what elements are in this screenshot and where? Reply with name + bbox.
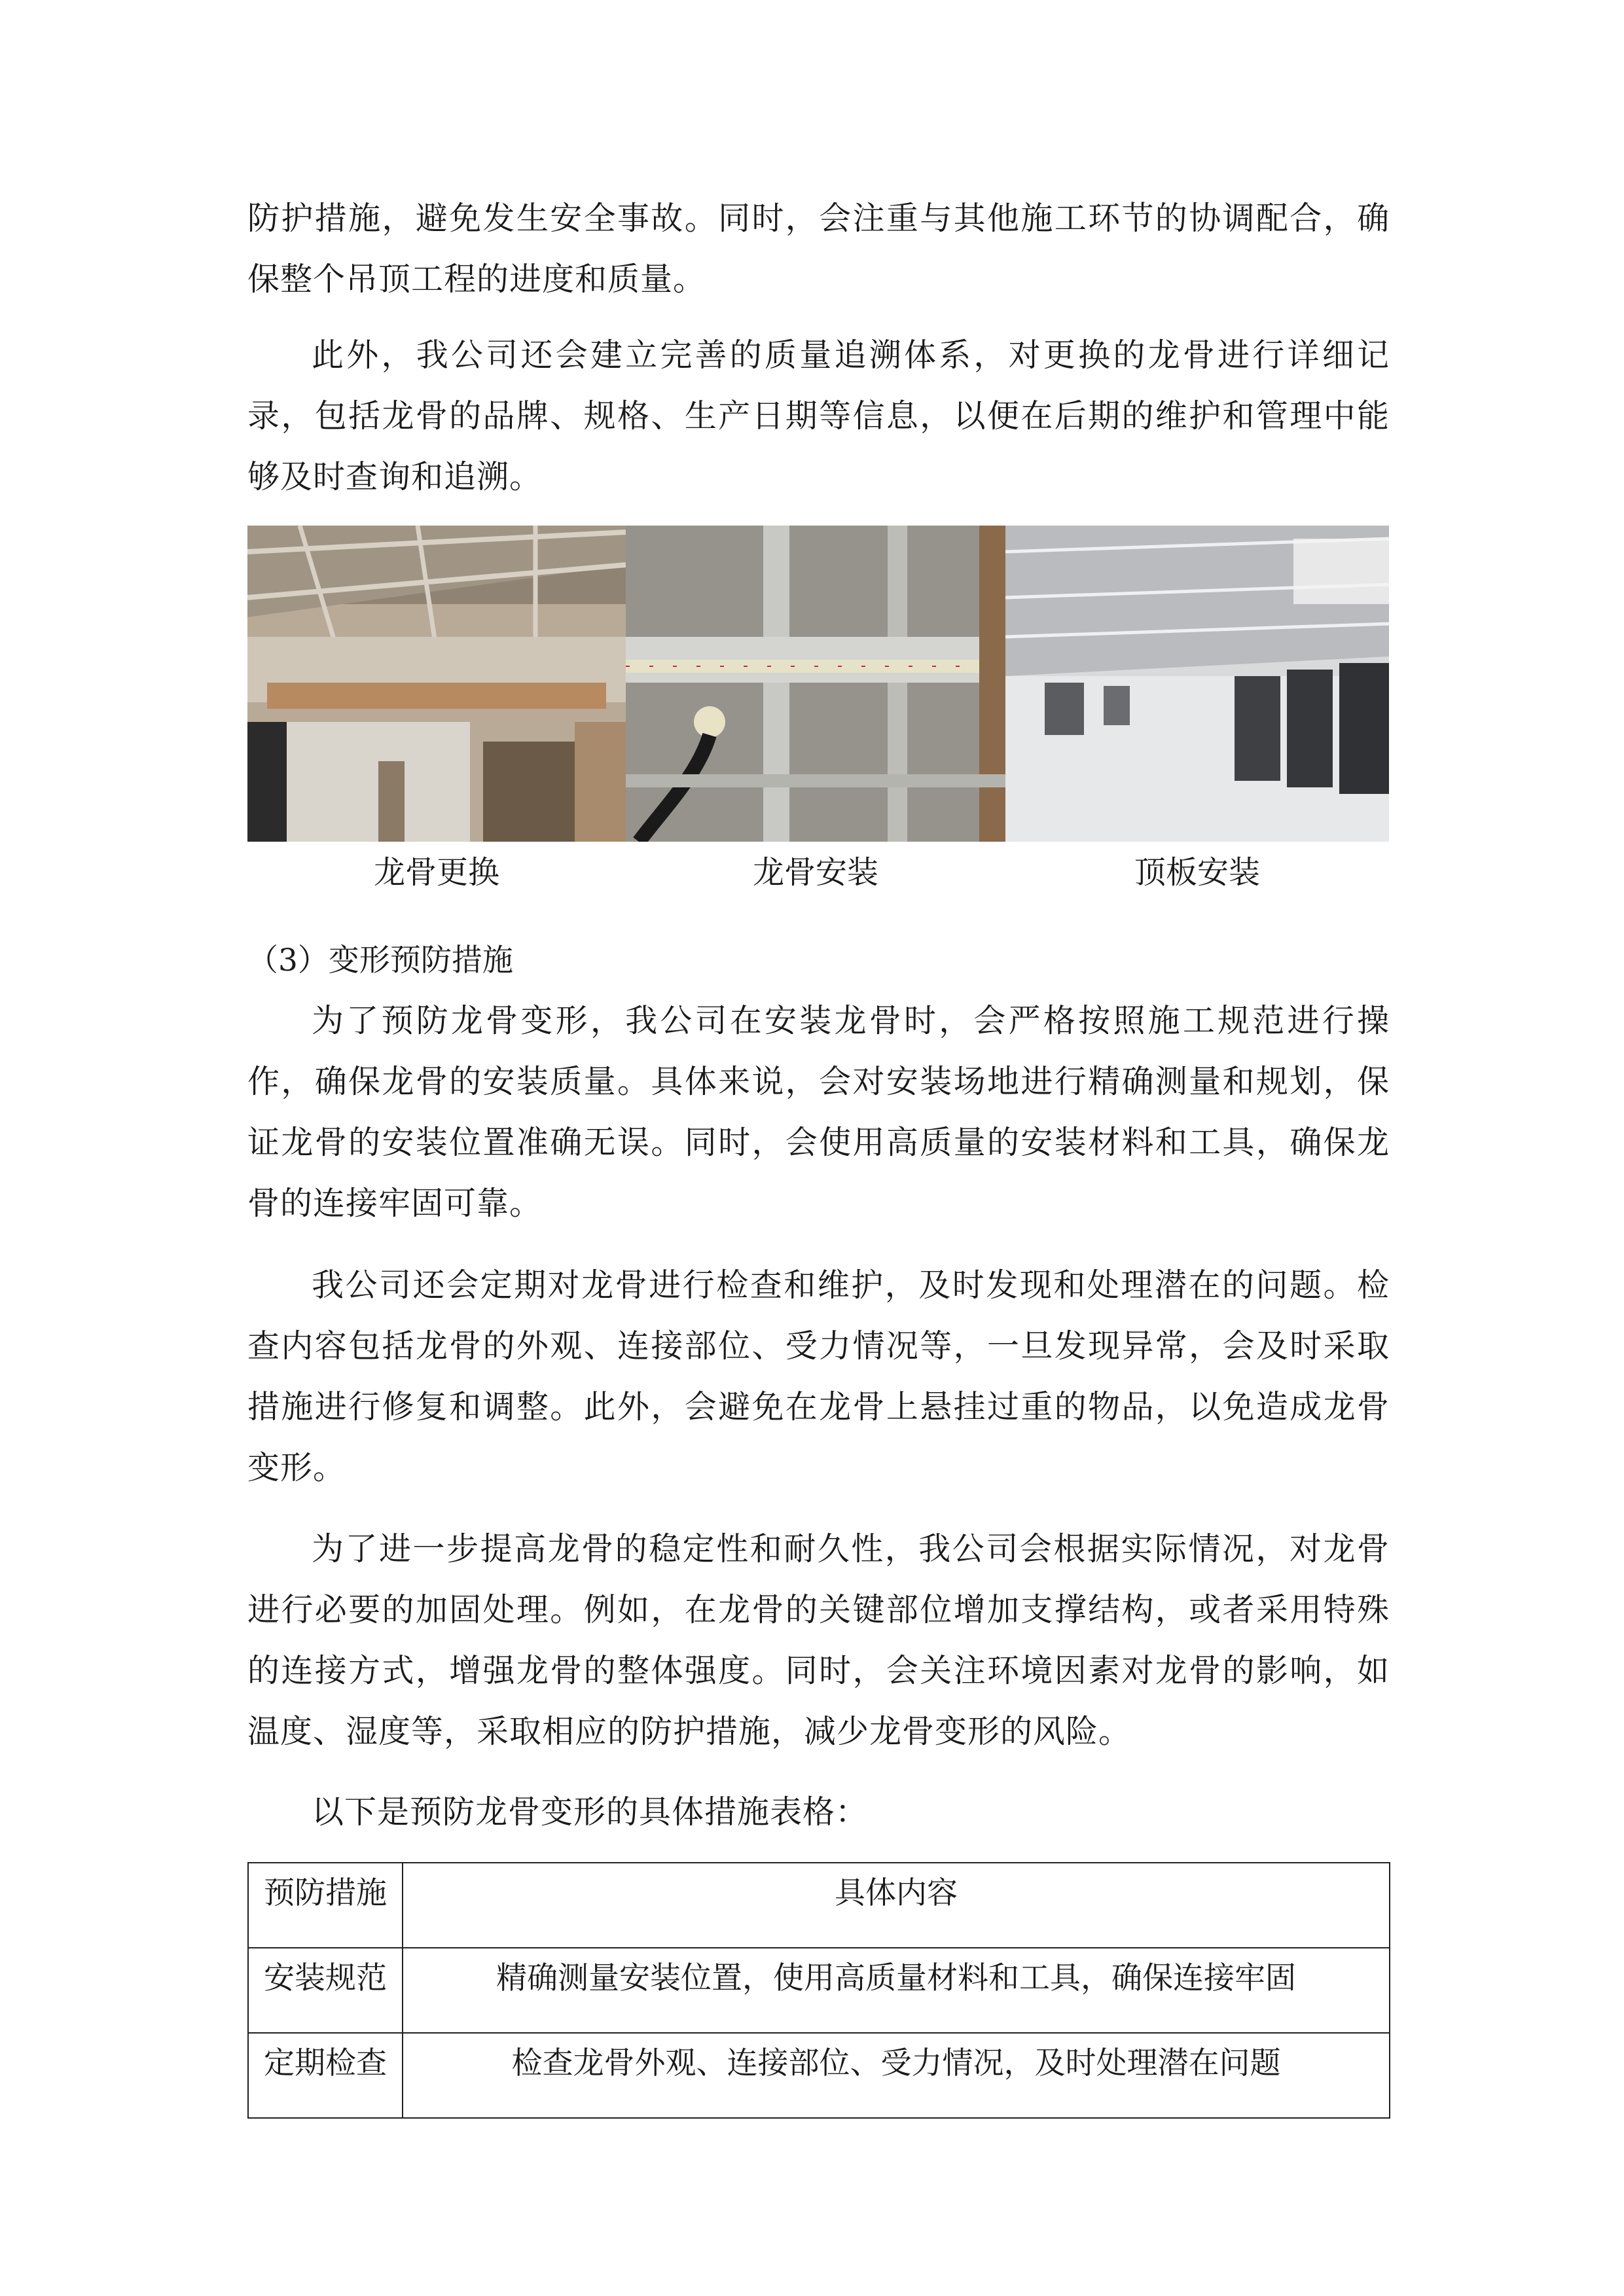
paragraph-table-intro: 以下是预防龙骨变形的具体措施表格： xyxy=(312,1793,869,1831)
caption-keel-replacement: 龙骨更换 xyxy=(373,854,499,891)
paragraph-reinforcement: 为了进一步提高龙骨的稳定性和耐久性，我公司会根据实际情况，对龙骨进行必要的加固处理。例如，在龙骨的关键部位增加支撑结构，或者采用特殊的连接方式，增强龙骨的整体强度。同时，会关注环境因素对龙骨的影响，如温度、湿度等，采取相应的防护措施，减少龙骨变形的风险。 xyxy=(247,1530,1390,1750)
table-cell: 检查龙骨外观、连接部位、受力情况，及时处理潜在问题 xyxy=(403,2033,1390,2118)
ceiling-board-installation-photo xyxy=(1005,526,1389,842)
table-header-cell: 预防措施 xyxy=(248,1863,403,1948)
caption-keel-installation: 龙骨安装 xyxy=(752,854,878,891)
table-row xyxy=(248,2033,1390,2118)
prevention-measures-table xyxy=(247,1862,1390,2119)
paragraph-inspection: 我公司还会定期对龙骨进行检查和维护，及时发现和处理潜在的问题。检查内容包括龙骨的外观、连接部位、受力情况等，一旦发现异常，会及时采取措施进行修复和调整。此外，会避免在龙骨上悬挂过重的物品，以免造成龙骨变形。 xyxy=(247,1266,1390,1486)
keel-installation-photo xyxy=(626,526,1005,842)
photo-strip xyxy=(247,526,1389,842)
table-row xyxy=(248,1948,1390,2033)
caption-ceiling-board-installation: 顶板安装 xyxy=(1134,854,1260,891)
table-cell: 定期检查 xyxy=(248,2033,403,2118)
table-header-cell: 具体内容 xyxy=(403,1863,1390,1948)
keel-replacement-photo xyxy=(247,526,626,842)
table-cell: 精确测量安装位置，使用高质量材料和工具，确保连接牢固 xyxy=(403,1948,1390,2033)
section-heading: （3）变形预防措施 xyxy=(247,942,513,978)
paragraph-traceability: 此外，我公司还会建立完善的质量追溯体系，对更换的龙骨进行详细记录，包括龙骨的品牌、规格、生产日期等信息，以便在后期的维护和管理中能够及时查询和追溯。 xyxy=(247,336,1390,495)
paragraph-installation: 为了预防龙骨变形，我公司在安装龙骨时，会严格按照施工规范进行操作，确保龙骨的安装质量。具体来说，会对安装场地进行精确测量和规划，保证龙骨的安装位置准确无误。同时，会使用高质量的安装材料和工具，确保龙骨的连接牢固可靠。 xyxy=(247,1002,1390,1222)
table-cell: 安装规范 xyxy=(248,1948,403,2033)
table-header-row xyxy=(248,1863,1390,1948)
paragraph-safety: 防护措施，避免发生安全事故。同时，会注重与其他施工环节的协调配合，确保整个吊顶工程的进度和质量。 xyxy=(247,200,1390,298)
